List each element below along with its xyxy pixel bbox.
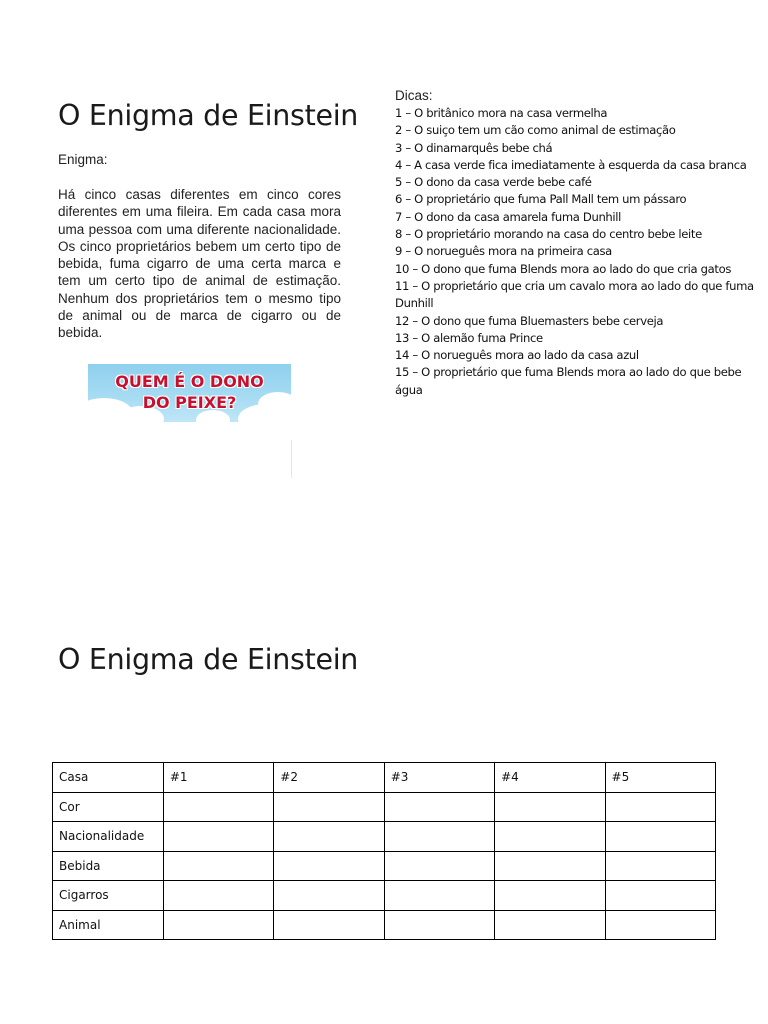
hint-item: 4 – A casa verde fica imediatamente à esquerda da casa branca bbox=[395, 157, 747, 172]
hint-item: 14 – O norueguês mora ao lado da casa azul bbox=[395, 348, 639, 363]
banner-text bbox=[88, 371, 291, 413]
grid-cell[interactable] bbox=[163, 881, 273, 911]
banner-line-1: QUEM É O DONO bbox=[115, 372, 264, 391]
grid-cell[interactable] bbox=[274, 792, 384, 822]
hint-item: 11 – O proprietário que cria um cavalo mora ao lado do que fuma Dunhill bbox=[395, 278, 754, 311]
hint-item: 13 – O alemão fuma Prince bbox=[395, 330, 543, 345]
grid-cell[interactable] bbox=[495, 792, 605, 822]
fish-owner-banner bbox=[88, 364, 291, 422]
grid-cell[interactable] bbox=[163, 822, 273, 852]
table-row bbox=[53, 881, 716, 911]
page-title: O Enigma de Einstein bbox=[58, 99, 359, 132]
header-cell: #1 bbox=[163, 763, 273, 793]
grid-cell[interactable] bbox=[384, 851, 494, 881]
grid-cell[interactable] bbox=[495, 851, 605, 881]
row-label: Animal bbox=[53, 910, 164, 940]
intro-paragraph: Há cinco casas diferentes em cinco cores diferentes em uma fileira. Em cada casa mora uma pessoa com uma diferente nacionalidade. Os cinco proprietários bebem um certo tipo de bebida, fuma cigarro de uma certa marca e tem um certo tipo de animal de estimação. Nenhum dos proprietários tem o mesmo tipo de animal ou de marca de cigarro ou de bebida. bbox=[58, 187, 341, 341]
hint-item: 7 – O dono da casa amarela fuma Dunhill bbox=[395, 209, 622, 224]
hint-item: 3 – O dinamarquês bebe chá bbox=[395, 140, 553, 155]
grid-cell[interactable] bbox=[495, 910, 605, 940]
hint-item: 8 – O proprietário morando na casa do centro bebe leite bbox=[395, 227, 702, 242]
enigma-label: Enigma: bbox=[58, 152, 108, 167]
grid-cell[interactable] bbox=[605, 881, 715, 911]
grid-cell[interactable] bbox=[605, 792, 715, 822]
grid-cell[interactable] bbox=[384, 792, 494, 822]
table-row bbox=[53, 822, 716, 852]
hint-item: 9 – O norueguês mora na primeira casa bbox=[395, 244, 612, 259]
header-cell: #3 bbox=[384, 763, 494, 793]
row-label: Bebida bbox=[53, 851, 164, 881]
table-row bbox=[53, 851, 716, 881]
header-cell: #2 bbox=[274, 763, 384, 793]
puzzle-grid bbox=[52, 762, 716, 940]
row-label: Nacionalidade bbox=[53, 822, 164, 852]
grid-cell[interactable] bbox=[163, 792, 273, 822]
row-label: Cigarros bbox=[53, 881, 164, 911]
grid-cell[interactable] bbox=[605, 822, 715, 852]
grid-cell[interactable] bbox=[495, 881, 605, 911]
grid-cell[interactable] bbox=[384, 822, 494, 852]
table-row bbox=[53, 792, 716, 822]
hint-item: 5 – O dono da casa verde bebe café bbox=[395, 175, 592, 190]
grid-cell[interactable] bbox=[384, 881, 494, 911]
table-row bbox=[53, 910, 716, 940]
header-cell: #5 bbox=[605, 763, 715, 793]
grid-cell[interactable] bbox=[274, 881, 384, 911]
grid-cell[interactable] bbox=[163, 910, 273, 940]
grid-cell[interactable] bbox=[495, 822, 605, 852]
banner-line-2: DO PEIXE? bbox=[142, 393, 237, 412]
grid-cell[interactable] bbox=[384, 910, 494, 940]
hint-item: 12 – O dono que fuma Bluemasters bebe cerveja bbox=[395, 313, 664, 328]
grid-cell[interactable] bbox=[274, 822, 384, 852]
grid-cell[interactable] bbox=[274, 910, 384, 940]
page-title-repeat: O Enigma de Einstein bbox=[58, 643, 359, 676]
hint-item: 1 – O britânico mora na casa vermelha bbox=[395, 106, 608, 120]
row-label: Cor bbox=[53, 792, 164, 822]
header-cell: #4 bbox=[495, 763, 605, 793]
grid-cell[interactable] bbox=[274, 851, 384, 881]
grid-cell[interactable] bbox=[163, 851, 273, 881]
hint-item: 6 – O proprietário que fuma Pall Mall tem um pássaro bbox=[395, 192, 687, 207]
header-cell: Casa bbox=[53, 763, 164, 793]
hint-item: 10 – O dono que fuma Blends mora ao lado do que cria gatos bbox=[395, 261, 732, 276]
hint-item: 2 – O suiço tem um cão como animal de estimação bbox=[395, 123, 676, 138]
hints-label: Dicas: bbox=[395, 88, 433, 103]
hint-item: 15 – O proprietário que fuma Blends mora ao lado do que bebe água bbox=[395, 365, 742, 397]
hints-list bbox=[395, 105, 760, 399]
table-header-row bbox=[53, 763, 716, 793]
grid-cell[interactable] bbox=[605, 851, 715, 881]
grid-cell[interactable] bbox=[605, 910, 715, 940]
divider-line bbox=[291, 440, 292, 478]
